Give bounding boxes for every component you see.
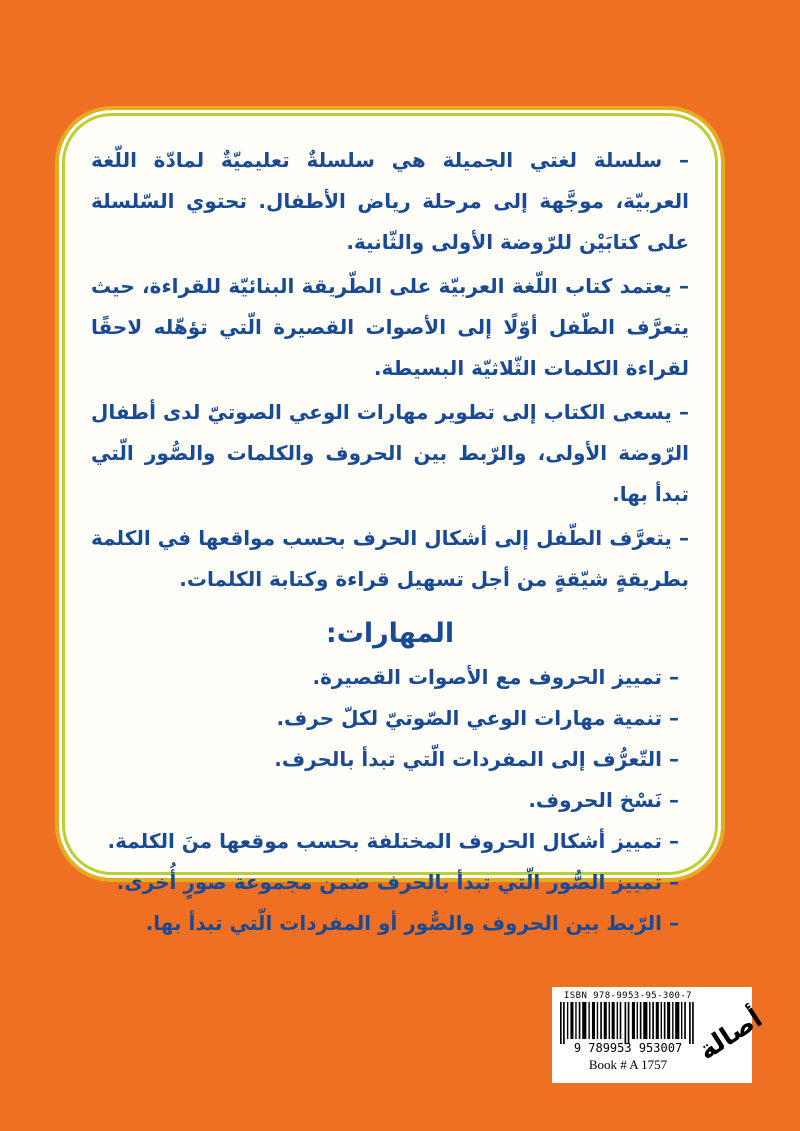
publisher-logo-calligraphy: أصالة xyxy=(693,1003,768,1067)
skill-item: – تمييز الصُّور الّتي تبدأ بالحرف ضمن مجموعة صورٍ أُخرى. xyxy=(116,870,679,894)
description-paragraphs xyxy=(91,140,689,600)
skill-item: – تنمية مهارات الوعي الصّوتيّ لكلّ حرف. xyxy=(276,706,679,730)
skills-list xyxy=(91,657,689,944)
skill-item: – التّعرُّف إلى المفردات الّتي تبدأ بالحرف. xyxy=(274,747,679,771)
ean-digits: 9 789953 953007 xyxy=(573,1041,683,1055)
publisher-logo-area xyxy=(693,987,768,1083)
skill-item: – نَسْخ الحروف. xyxy=(528,788,679,812)
skill-item: – تمييز أشكال الحروف المختلفة بحسب موقعها منَ الكلمة. xyxy=(107,829,679,853)
description-paragraph: – يعتمد كتاب اللّغة العربيّة على الطّريقة البنائيّة للقراءة، حيث يتعرَّف الطّفل أوّلًا إلى الأصوات القصيرة الّتي تؤهّله لاحقًا لقراءة الكلمات الثّلاثيّة البسيطة. xyxy=(91,274,689,380)
isbn-label: ISBN 978-9953-95-300-7 xyxy=(563,991,692,1001)
book-number: Book # A 1757 xyxy=(588,1057,668,1072)
description-paragraph: – يتعرَّف الطّفل إلى أشكال الحرف بحسب مواقعها في الكلمة بطريقةٍ شيّقةٍ من أجل تسهيل قراءة وكتابة الكلمات. xyxy=(91,526,689,591)
barcode-column xyxy=(552,987,696,1083)
back-cover-text-panel xyxy=(62,113,718,935)
skill-item: – تمييز الحروف مع الأصوات القصيرة. xyxy=(312,665,679,689)
isbn-barcode-box xyxy=(552,987,768,1083)
description-paragraph: – يسعى الكتاب إلى تطوير مهارات الوعي الصوتيّ لدى أطفال الرّوضة الأولى، والرّبط بين الحروف والكلمات والصُّور الّتي تبدأ بها. xyxy=(91,400,689,506)
barcode-graphic xyxy=(560,1002,696,1044)
description-paragraph: – سلسلة لغتي الجميلة هي سلسلةٌ تعليميّةٌ لمادّة اللّغة العربيّة، موجَّهة إلى مرحلة رياض الأطفال. تحتوي السّلسلة على كتابَيْن للرّوضة الأولى والثّانية. xyxy=(91,148,689,254)
skill-item: – الرّبط بين الحروف والصُّور أو المفردات الّتي تبدأ بها. xyxy=(145,911,679,935)
skills-heading: المهارات: xyxy=(325,618,455,649)
